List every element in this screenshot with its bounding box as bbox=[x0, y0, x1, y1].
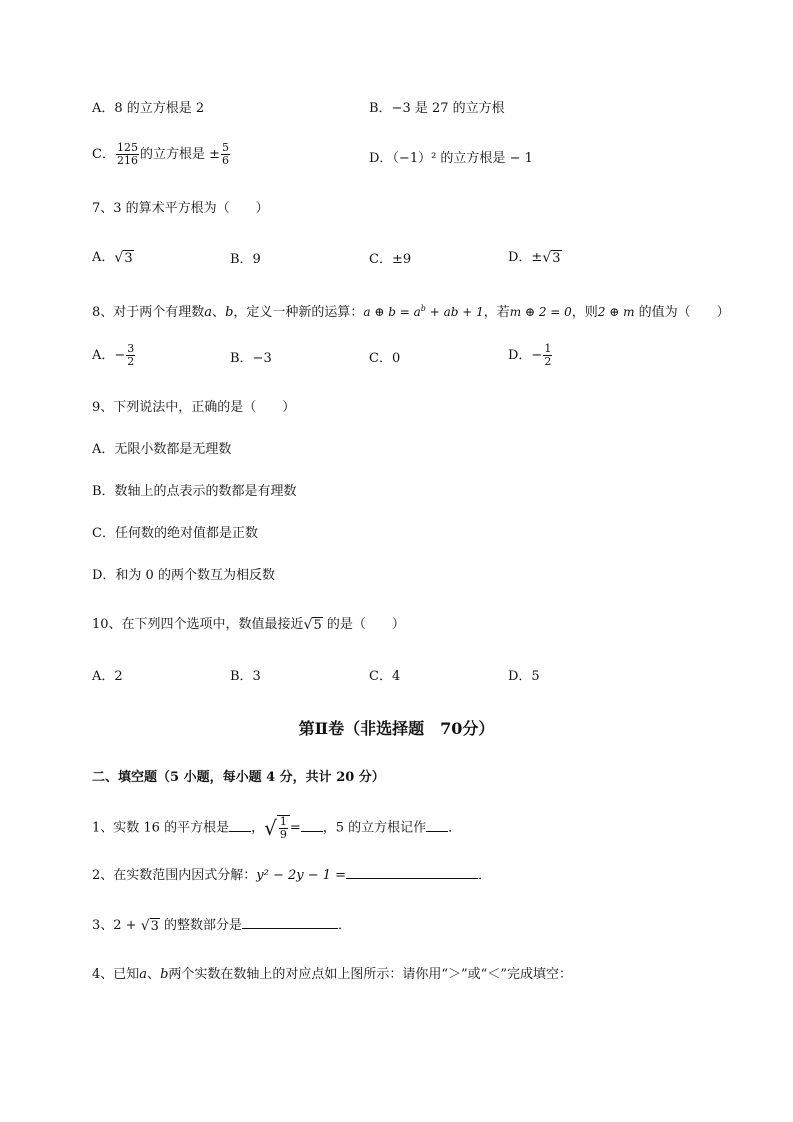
fill3-sqrt: √ 3 bbox=[140, 917, 159, 934]
q7-a-sqrt: √ 3 bbox=[114, 249, 133, 266]
fill2-a: 2、在实数范围内因式分解： bbox=[92, 868, 257, 883]
fill1-blank1[interactable] bbox=[229, 819, 251, 832]
q8-ask: 2 ⊕ m bbox=[597, 305, 635, 319]
q6-c-denominator2: 6 bbox=[221, 154, 229, 167]
fill1-blank2[interactable] bbox=[301, 819, 323, 832]
fill1-b: ， bbox=[251, 820, 265, 836]
q8-stem bbox=[92, 300, 730, 322]
q6-c-denominator: 216 bbox=[116, 154, 138, 167]
q8-stem-b: ，定义一种新的运算： bbox=[233, 305, 364, 320]
q8-a-fraction bbox=[126, 343, 135, 368]
fill1-sqrt: √ $\frac{1}{9}$ bbox=[264, 815, 290, 841]
q7-d-sqrt: √ 3 bbox=[542, 249, 561, 266]
q10-option-b: B．3 bbox=[230, 669, 261, 684]
section-fill-blank-heading: 二、填空题（5 小题，每小题 4 分，共计 20 分） bbox=[92, 770, 385, 785]
q6-c-numerator: 125 bbox=[116, 141, 138, 154]
q8-option-a bbox=[92, 343, 136, 368]
q7-option-d bbox=[508, 249, 562, 267]
q8-def-tail: + ab + 1 bbox=[425, 305, 484, 319]
q8-d-denominator: 2 bbox=[544, 355, 552, 368]
q9-option-b: B．数轴上的点表示的数都是有理数 bbox=[92, 484, 297, 499]
q9-option-d: D．和为 0 的两个数互为相反数 bbox=[92, 568, 275, 583]
fill3-blank[interactable] bbox=[242, 916, 338, 929]
q10-radicand: 5 bbox=[313, 617, 322, 633]
fill1-numerator: 1 bbox=[279, 815, 287, 828]
fill1 bbox=[92, 815, 461, 841]
q8-a-prefix: A．− bbox=[92, 348, 126, 363]
fill1-fraction bbox=[279, 816, 288, 841]
fill1-c: = bbox=[289, 820, 301, 836]
q8-stem-a: 8、对于两个有理数 bbox=[92, 305, 205, 320]
q6-option-c bbox=[92, 142, 231, 167]
fill1-denominator: 9 bbox=[279, 828, 287, 841]
q7-option-a bbox=[92, 249, 134, 267]
q10-stem bbox=[92, 616, 405, 634]
fill2 bbox=[92, 866, 491, 885]
q7-d-prefix: D．± bbox=[508, 250, 543, 265]
q8-a-numerator: 3 bbox=[127, 342, 135, 355]
fill3-a: 3、2 + bbox=[92, 918, 141, 933]
q8-def-main: a ⊕ b = a bbox=[363, 305, 421, 319]
fill1-d: ，5 的立方根记作 bbox=[322, 820, 427, 836]
q8-var-a: a bbox=[204, 305, 213, 320]
q8-sep: 、 bbox=[212, 305, 226, 320]
fill3-e: ． bbox=[338, 918, 352, 933]
q8-stem-d: ，则 bbox=[571, 305, 598, 320]
q7-d-radicand: 3 bbox=[552, 250, 561, 266]
q7-a-prefix: A． bbox=[92, 250, 115, 265]
q8-a-denominator: 2 bbox=[127, 355, 135, 368]
q10-sqrt: √ 5 bbox=[303, 616, 322, 633]
q10-option-c: C．4 bbox=[369, 669, 401, 684]
fill4-var-b: b bbox=[160, 967, 169, 982]
q8-stem-e: 的值为（ ） bbox=[634, 305, 730, 320]
q9-option-c: C．任何数的绝对值都是正数 bbox=[92, 526, 258, 541]
q8-stem-c: ，若 bbox=[483, 305, 510, 320]
q6-option-d: D．（−1）² 的立方根是 − 1 bbox=[369, 151, 533, 166]
fill4-a: 4、已知 bbox=[92, 967, 140, 982]
q8-d-numerator: 1 bbox=[544, 342, 552, 355]
q9-stem: 9、下列说法中，正确的是（ ） bbox=[92, 400, 296, 415]
q9-option-a: A．无限小数都是无理数 bbox=[92, 442, 232, 457]
fill3-radicand: 3 bbox=[150, 918, 159, 934]
q8-def-exponent: b bbox=[420, 304, 426, 313]
q6-c-fraction2 bbox=[221, 142, 230, 167]
fill1-e: ． bbox=[448, 820, 462, 836]
fill3-b: 的整数部分是 bbox=[159, 918, 243, 933]
fill1-blank3[interactable] bbox=[426, 819, 448, 832]
fill2-e: ． bbox=[478, 868, 492, 883]
q8-d-fraction bbox=[543, 343, 552, 368]
q6-option-a: A．8 的立方根是 2 bbox=[92, 101, 205, 116]
q8-condition: m ⊕ 2 = 0 bbox=[509, 305, 572, 319]
part2-title: 第Ⅱ卷（非选择题 70分） bbox=[298, 719, 495, 738]
q6-option-b: B．−3 是 27 的立方根 bbox=[369, 101, 505, 116]
fill1-a: 1、实数 16 的平方根是 bbox=[92, 820, 230, 836]
q6-c-mid: 的立方根是 ± bbox=[139, 147, 220, 162]
q7-a-radicand: 3 bbox=[124, 250, 133, 266]
q8-var-b: b bbox=[225, 305, 234, 320]
fill2-blank[interactable] bbox=[346, 866, 478, 879]
q8-d-prefix: D．− bbox=[508, 348, 543, 363]
fill4 bbox=[92, 966, 572, 984]
fill4-b: 两个实数在数轴上的对应点如上图所示：请你用“＞”或“＜”完成填空： bbox=[168, 967, 572, 982]
q8-option-b: B．−3 bbox=[230, 351, 272, 366]
fill4-sep: 、 bbox=[147, 967, 161, 982]
fill2-expression: y² − 2y − 1 = bbox=[256, 868, 347, 883]
q8-option-c: C．0 bbox=[369, 351, 401, 366]
q7-stem: 7、3 的算术平方根为（ ） bbox=[92, 201, 269, 216]
q10-stem-b: 的是（ ） bbox=[322, 617, 405, 632]
q10-option-d: D．5 bbox=[508, 669, 540, 684]
q10-option-a: A．2 bbox=[92, 669, 123, 684]
q6-c-prefix: C． bbox=[92, 147, 115, 162]
fill3 bbox=[92, 916, 351, 935]
q10-stem-a: 10、在下列四个选项中，数值最接近 bbox=[92, 617, 304, 632]
q6-c-fraction bbox=[116, 142, 139, 167]
q8-definition bbox=[363, 305, 483, 319]
q6-c-numerator2: 5 bbox=[221, 141, 229, 154]
q7-option-b: B．9 bbox=[230, 252, 261, 267]
q7-option-c: C．±9 bbox=[369, 252, 412, 267]
q8-option-d bbox=[508, 343, 553, 368]
fill4-var-a: a bbox=[139, 967, 148, 982]
